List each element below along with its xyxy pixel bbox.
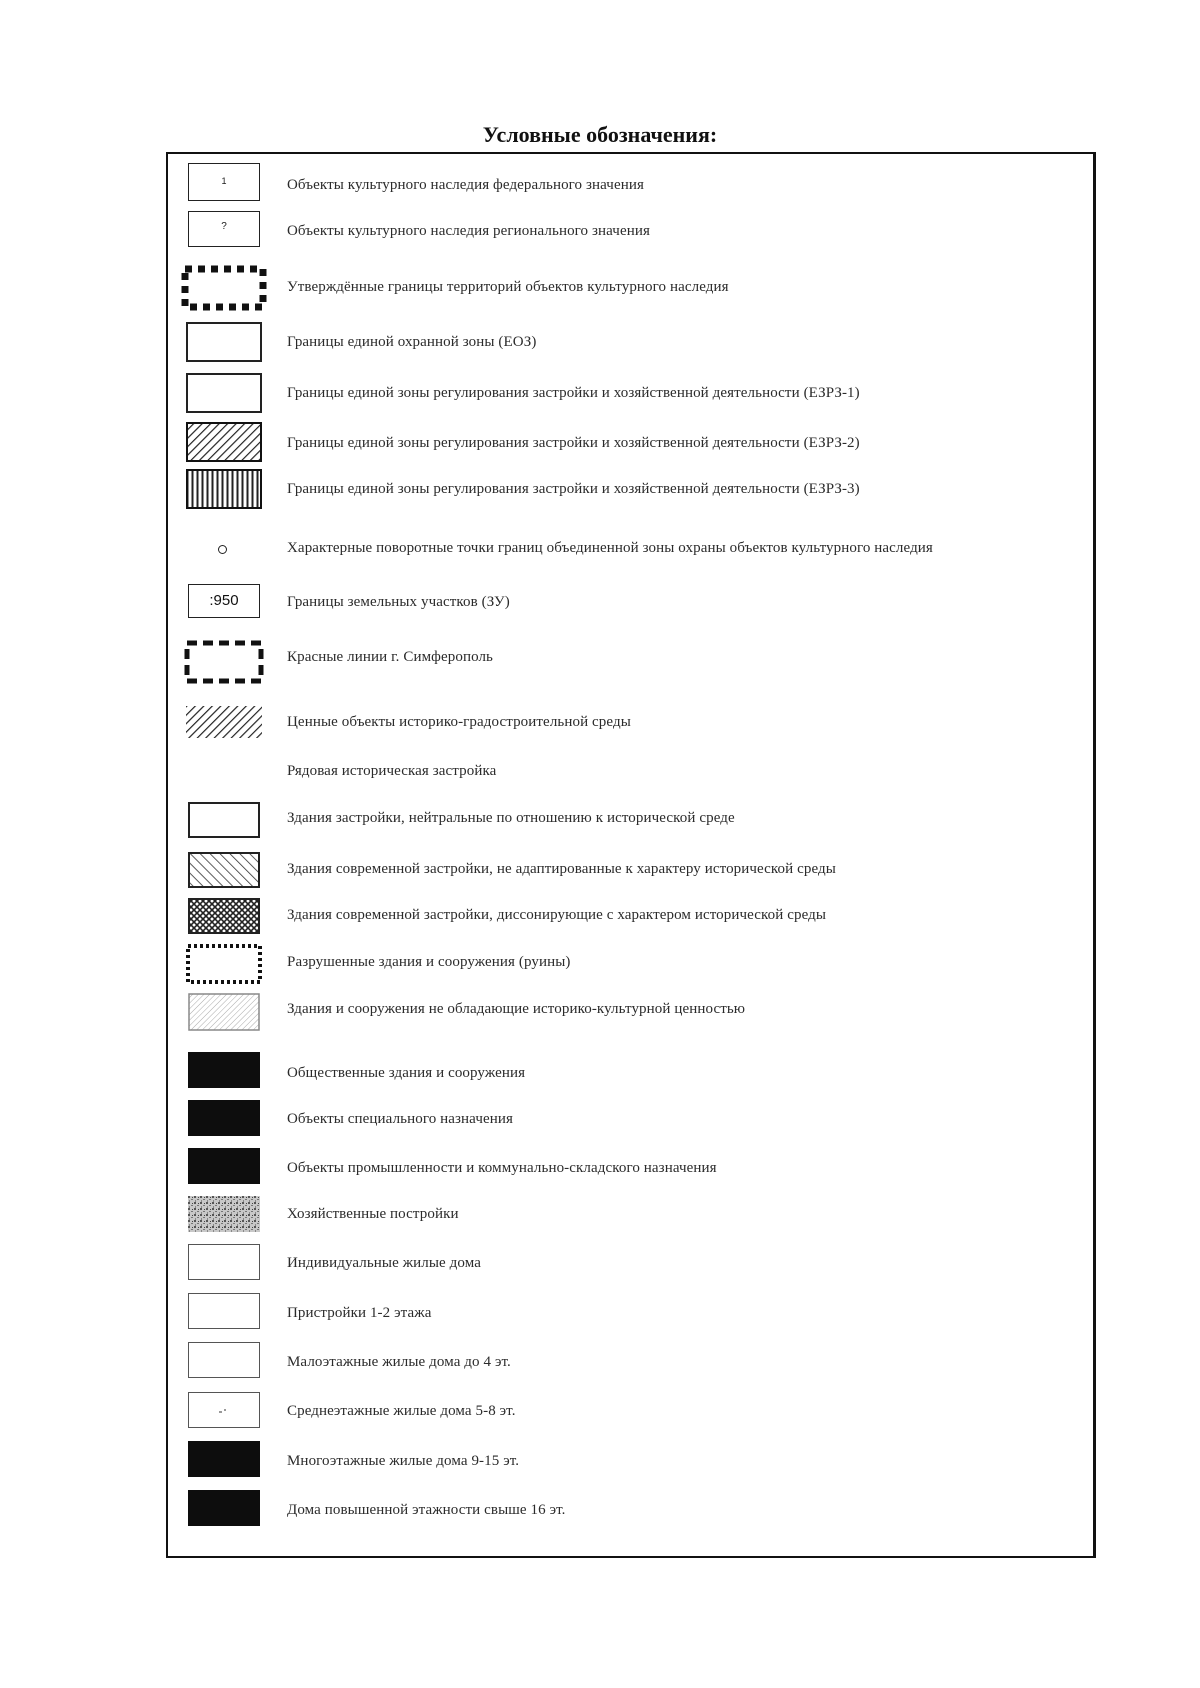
legend-label: Объекты промышленности и коммунально-складского назначения <box>287 1160 717 1176</box>
industrial-fill-icon <box>188 1148 260 1184</box>
ruins-dotted-border-icon <box>185 943 263 985</box>
legend-label: Ценные объекты историко-градостроительной среды <box>287 714 631 730</box>
regional-heritage-marker-icon <box>188 211 260 247</box>
legend-label: Дома повышенной этажности свыше 16 эт. <box>287 1502 566 1518</box>
legend-label: Границы единой зоны регулирования застройки и хозяйственной деятельности (ЕЗРЗ-2) <box>287 435 860 451</box>
dissonant-crosshatch-icon <box>188 898 260 934</box>
legend-label: Малоэтажные жилые дома до 4 эт. <box>287 1354 511 1370</box>
legend-label: Объекты культурного наследия федерального значения <box>287 177 644 193</box>
legend-label: Общественные здания и сооружения <box>287 1065 526 1081</box>
public-buildings-fill-icon <box>188 1052 260 1088</box>
tower-fill-icon <box>188 1490 260 1526</box>
legend-label: Границы единой охранной зоны (ЕОЗ) <box>287 334 537 350</box>
special-purpose-fill-icon <box>188 1100 260 1136</box>
legend-label: Границы единой зоны регулирования застройки и хозяйственной деятельности (ЕЗРЗ-1) <box>287 385 860 401</box>
valuable-objects-hatch-icon <box>186 706 262 738</box>
legend-frame <box>166 152 1096 1558</box>
legend-title: Условные обозначения: <box>482 122 718 147</box>
legend-label: Многоэтажные жилые дома 9-15 эт. <box>287 1453 520 1469</box>
red-lines-dashed-border-icon <box>184 640 264 684</box>
legend-label: Здания современной застройки, не адаптированные к характеру исторической среды <box>287 861 836 877</box>
regional-heritage-marker-number: ? <box>221 221 227 232</box>
legend-label: Здания современной застройки, диссонирующие с характером исторической среды <box>287 907 827 923</box>
legend-label: Здания и сооружения не обладающие историко-культурной ценностью <box>287 1001 746 1017</box>
land-plot-number-icon <box>188 584 260 618</box>
legend-label: Границы единой зоны регулирования застройки и хозяйственной деятельности (ЕЗРЗ-3) <box>287 481 860 497</box>
land-plot-number: :950 <box>209 592 239 609</box>
neutral-buildings-box-icon <box>188 802 260 838</box>
legend-label: Пристройки 1-2 этажа <box>287 1305 432 1321</box>
mid-rise-box-icon <box>188 1392 260 1428</box>
low-rise-box-icon <box>188 1342 260 1378</box>
legend-label: Разрушенные здания и сооружения (руины) <box>287 954 571 970</box>
turning-point-circle-icon <box>218 545 227 554</box>
heritage-territory-border-icon <box>181 265 267 311</box>
federal-heritage-marker-number: 1 <box>221 176 227 186</box>
non-adapted-hatch-icon <box>188 852 260 888</box>
individual-houses-box-icon <box>188 1244 260 1280</box>
legend-label: Объекты культурного наследия регионального значения <box>287 223 650 239</box>
legend-label: Здания застройки, нейтральные по отношению к исторической среде <box>287 810 735 826</box>
legend-label: Границы земельных участков (ЗУ) <box>287 594 510 610</box>
legend-label: Среднеэтажные жилые дома 5-8 эт. <box>287 1403 516 1419</box>
ezrz-1-border-icon <box>186 373 262 413</box>
outbuildings-speckle-icon <box>188 1196 260 1232</box>
legend-label: Рядовая историческая застройка <box>287 763 497 779</box>
no-value-faint-hatch-icon <box>188 993 260 1031</box>
federal-heritage-marker-icon <box>188 163 260 201</box>
legend-label: Утверждённые границы территорий объектов культурного наследия <box>287 279 729 295</box>
high-rise-fill-icon <box>188 1441 260 1477</box>
eoz-border-icon <box>186 322 262 362</box>
legend-label: Красные линии г. Симферополь <box>287 649 493 665</box>
legend-label: Объекты специального назначения <box>287 1111 513 1127</box>
ezrz-2-hatch-icon <box>186 422 262 462</box>
annexes-box-icon <box>188 1293 260 1329</box>
legend-label: Характерные поворотные точки границ объединенной зоны охраны объектов культурного наследия <box>287 540 933 556</box>
ezrz-3-vertical-hatch-icon <box>186 469 262 509</box>
legend-label: Индивидуальные жилые дома <box>287 1255 481 1271</box>
legend-label: Хозяйственные постройки <box>287 1206 459 1222</box>
